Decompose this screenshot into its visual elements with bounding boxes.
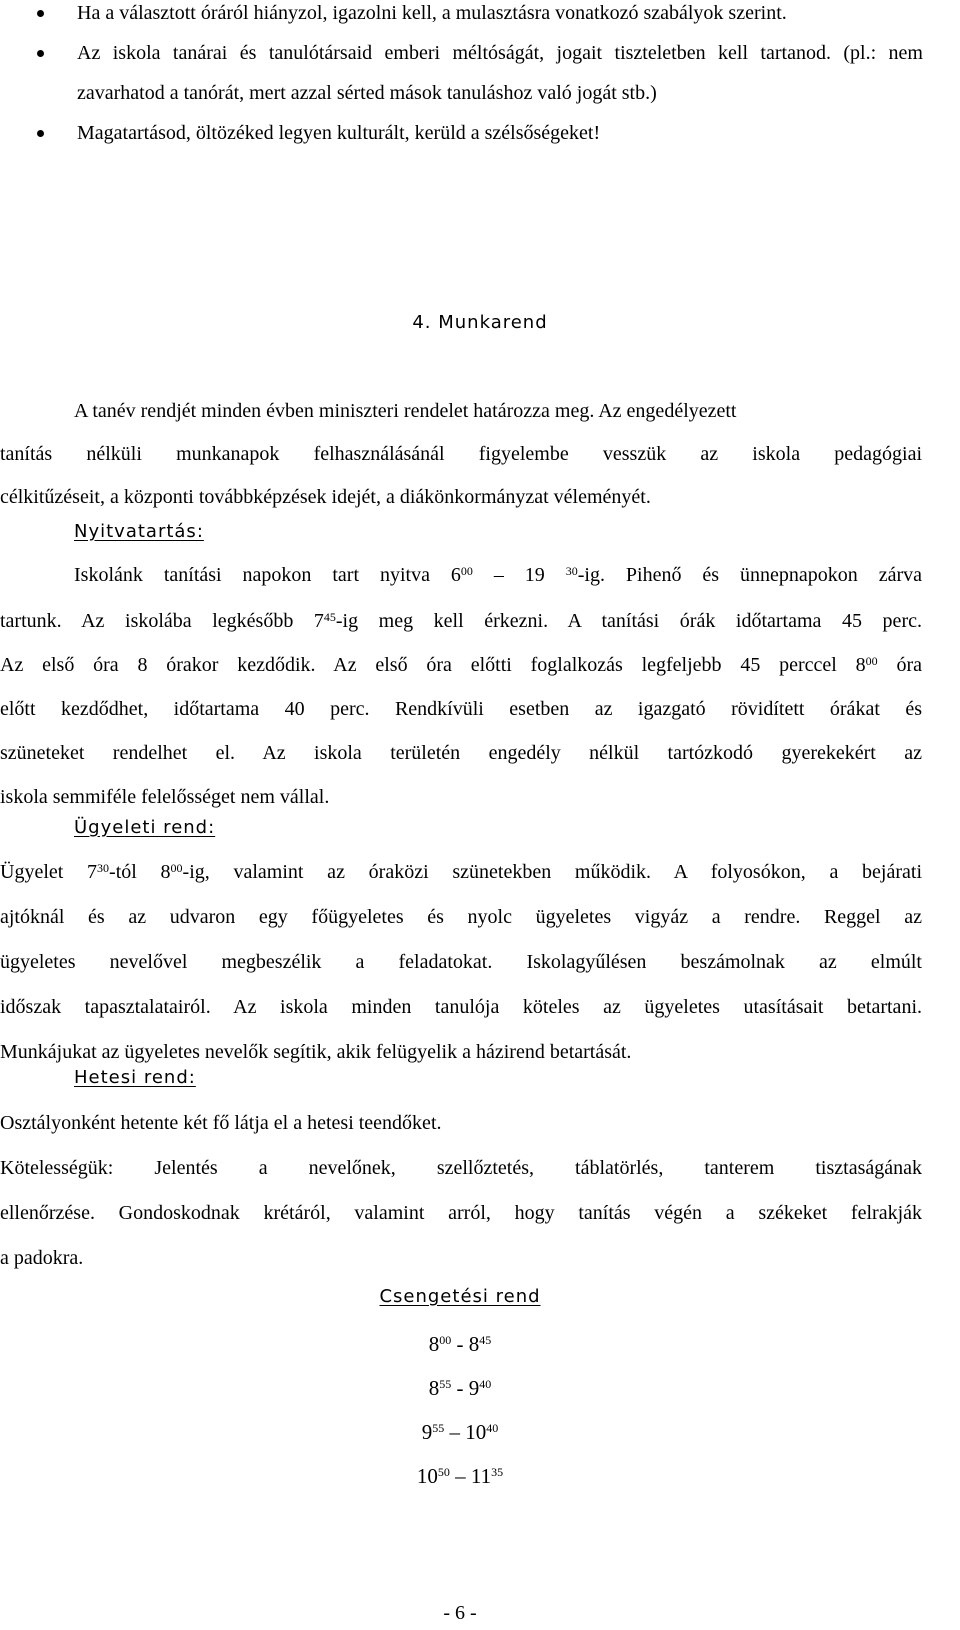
intro-line: célkitűzéseit, a központi továbbképzések idejét, a diákönkormányzat véleményét. — [0, 486, 651, 508]
opening-line-3: Az első óra 8 órakor kezdődik. Az első óra előtti foglalkozás legfeljebb 45 perccel $8^{00}$ óra — [0, 654, 922, 676]
weekly-line-1: Osztályonként hetente két fő látja el a hetesi teendőket. — [0, 1112, 442, 1134]
bullet-dot-icon — [37, 10, 44, 17]
opening-line-1: Iskolánk tanítási napokon tart nyitva $6^{00} - 19$ $^{30}$-ig. Pihenő és ünnepnapokon zárva — [74, 564, 922, 586]
opening-line-5: szüneteket rendelhet el. Az iskola területén engedély nélkül tartózkodó gyerekekért az — [0, 742, 922, 764]
duty-heading: Ügyeleti rend: — [74, 817, 216, 838]
weekly-line-4: a padokra. — [0, 1247, 84, 1269]
bullet-item — [33, 33, 923, 113]
bullet-dot-icon — [37, 130, 44, 137]
bell-row: $9^{55} - 10^{40}$ — [421, 1420, 499, 1444]
intro-paragraph — [0, 390, 960, 519]
bullet-text: Magatartásod, öltözéked legyen kulturált, kerüld a szélsőségeket! — [77, 122, 601, 144]
weekly-duty-paragraph — [0, 1101, 960, 1281]
duty-line-4: időszak tapasztalatairól. Az iskola minden tanulója köteles az ügyeletes utasításait betartani. — [0, 996, 922, 1018]
duty-line-3: ügyeletes nevelővel megbeszélik a feladatokat. Iskolagyűlésen beszámolnak az elmúlt — [0, 951, 922, 973]
duty-line-5: Munkájukat az ügyeletes nevelők segítik, akik felügyelik a házirend betartását. — [0, 1041, 632, 1063]
bell-schedule-list — [0, 1322, 920, 1498]
opening-hours-heading: Nyitvatartás: — [74, 521, 204, 542]
bullet-text: Ha a választott óráról hiányzol, igazolni kell, a mulasztásra vonatkozó szabályok szerint. — [77, 2, 787, 24]
bullet-item — [33, 0, 923, 33]
bell-row: $8^{00} - 8^{45}$ — [428, 1332, 492, 1356]
opening-line-6: iskola semmiféle felelősséget nem vállal. — [0, 786, 330, 808]
bell-row: $8^{55} - 9^{40}$ — [428, 1376, 492, 1400]
opening-line-4: előtt kezdődhet, időtartama 40 perc. Rendkívüli esetben az igazgató rövidített órákat és — [0, 698, 922, 720]
bullet-dot-icon — [37, 50, 44, 57]
weekly-line-3: ellenőrzése. Gondoskodnak krétáról, valamint arról, hogy tanítás végén a székeket felrakják — [0, 1202, 922, 1224]
opening-line-2: tartunk. Az iskolába legkésőbb $7^{45}-ig$ meg kell érkezni. A tanítási órák időtartama 45 perc. — [0, 610, 922, 632]
weekly-duty-heading: Hetesi rend: — [74, 1067, 196, 1088]
bullet-item — [33, 113, 923, 153]
duty-paragraph — [0, 850, 960, 1075]
bullet-text: Az iskola tanárai és tanulótársaid emberi méltóságát, jogait tiszteletben kell tartanod. (pl.: nem zavarhatod a tanórát, mert azzal sérted mások tanuláshoz való jogát stb.) — [77, 42, 923, 104]
duty-line-1: Ügyelet $7^{30}$-tól $8^{00}-ig$, valamint az óraközi szünetekben működik. A folyosókon, a bejárati — [0, 861, 922, 883]
weekly-line-2: Kötelességük: Jelentés a nevelőnek, szellőztetés, táblatörlés, tanterem tisztaságának — [0, 1157, 922, 1179]
rules-bullet-list — [33, 0, 923, 160]
page-number: - 6 - — [443, 1602, 477, 1624]
section-title: 4. Munkarend — [412, 312, 548, 333]
duty-line-2: ajtóknál és az udvaron egy főügyeletes és nyolc ügyeletes vigyáz a rendre. Reggel az — [0, 906, 922, 928]
intro-line: A tanév rendjét minden évben miniszteri rendelet határozza meg. Az engedélyezett — [74, 400, 737, 422]
bell-row: $10^{50} - 11^{35}$ — [416, 1464, 504, 1488]
intro-line: tanítás nélküli munkanapok felhasználásánál figyelembe vesszük az iskola pedagógiai — [0, 443, 922, 465]
bell-schedule-heading: Csengetési rend — [379, 1286, 541, 1307]
opening-hours-paragraph — [0, 552, 960, 819]
